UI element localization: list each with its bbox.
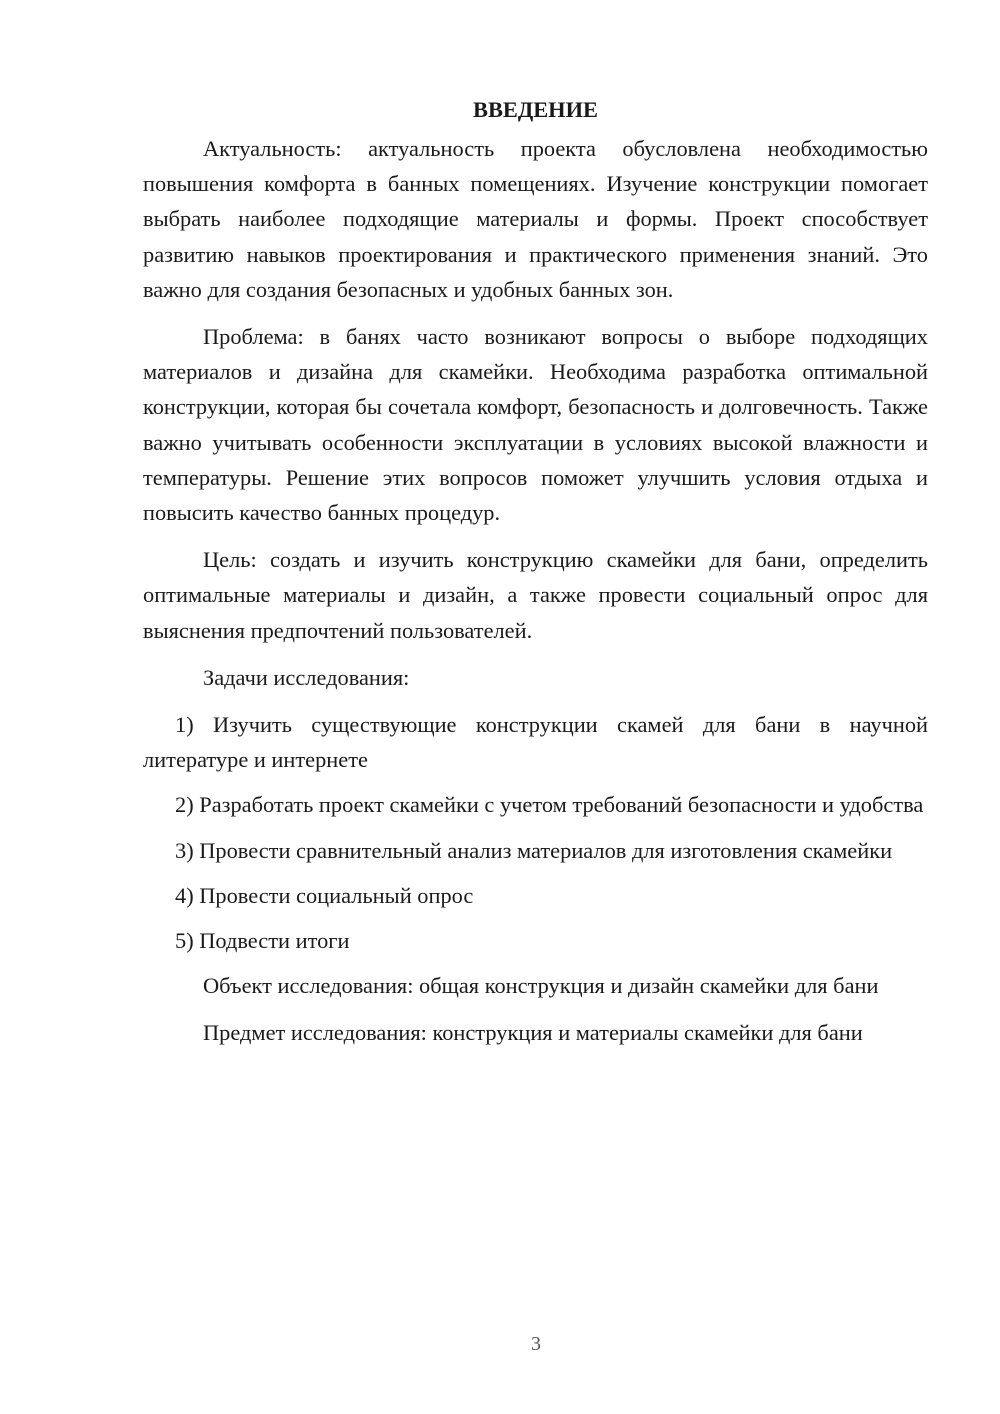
list-item: 3) Провести сравнительный анализ материалов для изготовления скамейки [175,837,893,863]
list-item: 4) Провести социальный опрос [175,882,474,908]
list-item: 5) Подвести итоги [175,928,350,954]
paragraph-subject: Предмет исследования: конструкция и материалы скамейки для бани [203,1020,863,1046]
paragraph-problem: Проблема: в банях часто возникают вопросы о выборе подходящих материалов и дизайна для скамейки. Необходима разработка оптимальной конструкции, которая бы сочетала комфорт, безопасность и долговечность. Также важно учитывать особенности эксплуатации в условиях высокой влажности и температуры. Решение этих вопросов поможет улучшить условия отдыха и повысить качество банных процедур. [143,324,928,526]
section-title: ВВЕДЕНИЕ [473,97,598,122]
page-number: 3 [531,1333,541,1355]
paragraph-goal: Цель: создать и изучить конструкцию скамейки для бани, определить оптимальные материалы и дизайн, а также провести социальный опрос для выяснения предпочтений пользователей. [143,547,928,643]
tasks-list [143,707,928,958]
paragraph-object: Объект исследования: общая конструкция и дизайн скамейки для бани [203,973,879,999]
tasks-heading: Задачи исследования: [203,664,410,690]
list-item: 1) Изучить существующие конструкции скамей для бани в научной литературе и интернете [143,712,928,773]
page-content [143,92,928,1063]
list-item: 2) Разработать проект скамейки с учетом требований безопасности и удобства [175,792,924,818]
paragraph-relevance: Актуальность: актуальность проекта обусловлена необходимостью повышения комфорта в банных помещениях. Изучение конструкции помогает выбрать наиболее подходящие материалы и формы. Проект способствует развитию навыков проектирования и практического применения знаний. Это важно для создания безопасных и удобных банных зон. [143,136,928,302]
